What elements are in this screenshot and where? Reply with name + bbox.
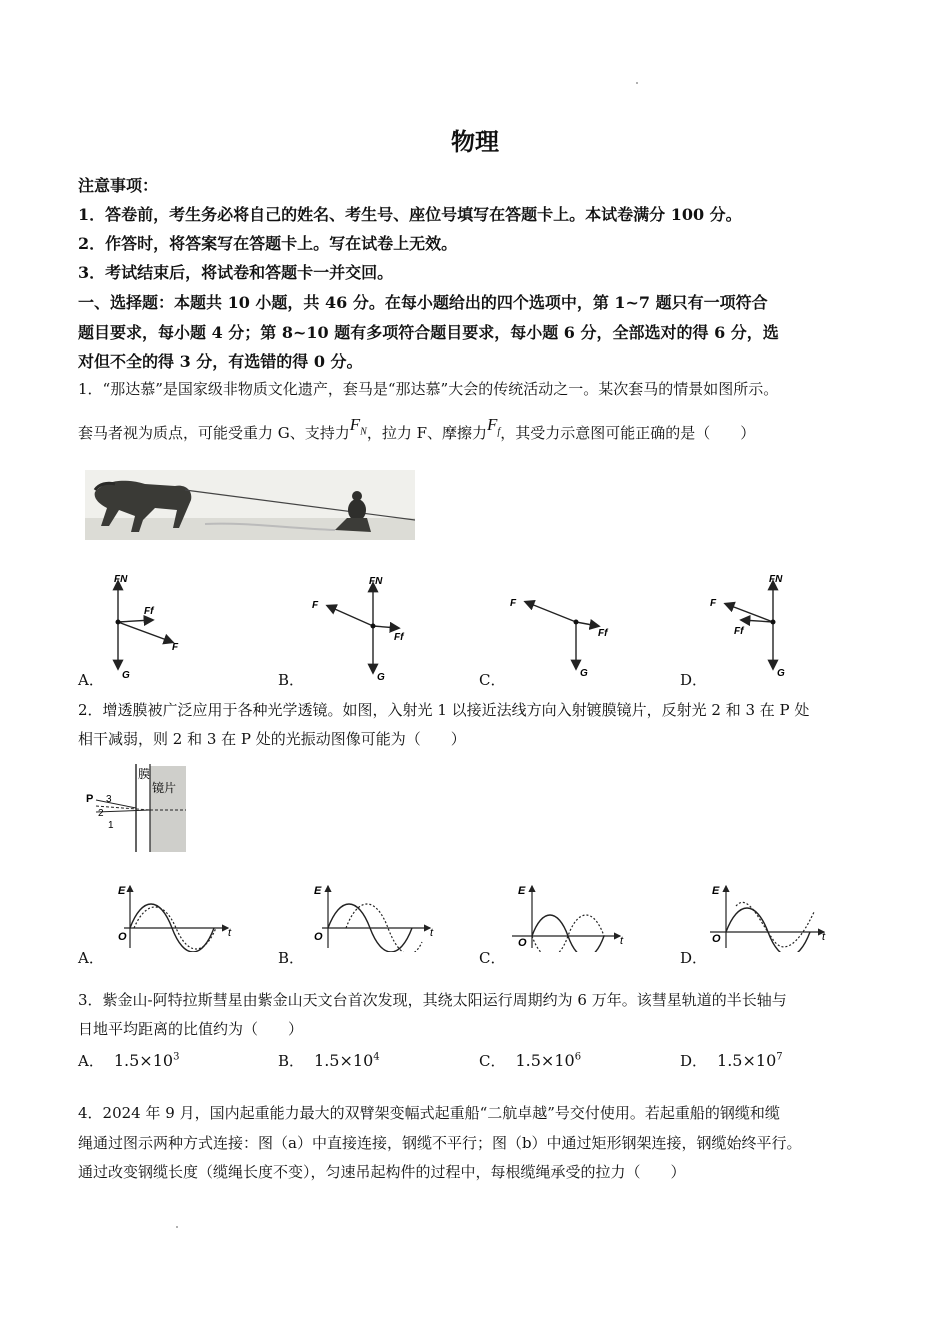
q2-option-d: D． (680, 949, 708, 967)
ray-2-label: 2 (98, 808, 104, 819)
coated-lens-figure (80, 762, 190, 854)
label-f-d: F (710, 598, 717, 609)
p-label: P (86, 793, 94, 805)
lens-label: 镜片 (152, 781, 177, 795)
q3-option-d-label: D． (680, 1052, 708, 1070)
axis-t-d: t (822, 931, 826, 943)
q3-option-c-label: C． (479, 1052, 506, 1070)
wave-graph-a (118, 885, 232, 952)
fn-symbol (349, 415, 367, 438)
label-f-b: F (312, 600, 319, 611)
axis-e-c: E (518, 885, 526, 897)
scan-dot (176, 1226, 178, 1228)
ray-1-label: 1 (108, 820, 114, 831)
q2-text-line-2: 相干减弱，则 2 和 3 在 P 处的光振动图像可能为（ ） (78, 730, 466, 748)
label-g-a: G (122, 670, 130, 681)
axis-e-d: E (712, 885, 720, 897)
axis-o-c: O (518, 937, 527, 949)
q3-text-line-2: 日地平均距离的比值约为（ ） (78, 1020, 304, 1038)
notice-heading: 注意事项： (78, 176, 159, 195)
axis-t-b: t (430, 927, 434, 939)
q3-option-b (278, 1050, 380, 1071)
q3-option-a-label: A． (78, 1052, 104, 1070)
q3-option-b-base: 1.5×10 (314, 1051, 374, 1070)
wave-graph-d (710, 885, 826, 952)
q3-option-d-exp: 7 (776, 1051, 783, 1063)
q1-text-part-c: ，其受力示意图可能正确的是（ ） (500, 424, 756, 442)
diagram-b (312, 576, 405, 683)
q3-option-a (78, 1050, 179, 1071)
section-heading-line-2: 题目要求，每小题 4 分；第 8~10 题有多项符合题目要求，每小题 6 分，全部选对的得 6 分，选 (78, 323, 779, 342)
wave-graph-c (512, 885, 624, 952)
label-g-c: G (580, 668, 588, 679)
q3-option-a-value (114, 1051, 180, 1070)
ray-3-label: 3 (106, 794, 112, 805)
film-label: 膜 (138, 767, 151, 781)
section-heading-line-1: 一、选择题：本题共 10 小题，共 46 分。在每小题给出的四个选项中，第 1~7 题只有一项符合 (78, 293, 768, 312)
label-fn-b: FN (369, 576, 383, 587)
horse-lasso-photo (85, 470, 415, 540)
q2-wave-graphs (100, 882, 840, 952)
q2-option-b: B． (278, 949, 305, 967)
label-ff-d: Ff (734, 626, 744, 637)
label-g-b: G (377, 672, 385, 683)
q1-option-d: D． (680, 671, 708, 689)
notice-item-2: 2．作答时，将答案写在答题卡上。写在试卷上无效。 (78, 234, 458, 253)
axis-o-a: O (118, 931, 127, 943)
q3-option-c-base: 1.5×10 (515, 1051, 575, 1070)
q3-option-b-exp: 4 (373, 1051, 380, 1063)
q3-text-line-1: 3．紫金山-阿特拉斯彗星由紫金山天文台首次发现，其绕太阳运行周期约为 6 万年。该彗星轨道的半长轴与 (78, 991, 787, 1009)
q3-option-d-value (717, 1051, 783, 1070)
label-f-a: F (172, 642, 179, 653)
fn-symbol-letter: F (349, 415, 361, 434)
q4-text-line-3: 通过改变钢缆长度（缆绳长度不变），匀速吊起构件的过程中，每根缆绳承受的拉力（ ） (78, 1163, 686, 1181)
ff-symbol (487, 415, 501, 438)
q1-option-a: A． (78, 671, 104, 689)
diagram-d (710, 574, 785, 679)
q3-option-d (680, 1050, 783, 1071)
axis-t-c: t (620, 935, 624, 947)
q1-option-c: C． (479, 671, 506, 689)
label-ff-a: Ff (144, 606, 154, 617)
section-heading-line-3: 对但不全的得 3 分，有选错的得 0 分。 (78, 352, 363, 371)
ff-symbol-sub: f (497, 426, 501, 438)
q1-option-b: B． (278, 671, 305, 689)
label-ff-c: Ff (598, 628, 608, 639)
q4-text-line-2: 绳通过图示两种方式连接：图（a）中直接连接，钢缆不平行；图（b）中通过矩形钢架连接，钢缆始终平行。 (78, 1134, 802, 1152)
fn-symbol-sub: N (360, 426, 367, 438)
q3-option-a-exp: 3 (173, 1051, 180, 1063)
q3-option-c-exp: 6 (574, 1051, 582, 1063)
label-ff-b: Ff (394, 632, 404, 643)
notice-item-1: 1．答卷前，考生务必将自己的姓名、考生号、座位号填写在答题卡上。本试卷满分 100 分。 (78, 205, 742, 224)
q1-text-line-1: 1．“那达慕”是国家级非物质文化遗产，套马是“那达慕”大会的传统活动之一。某次套马的情景如图所示。 (78, 380, 779, 398)
q3-option-b-value (314, 1051, 380, 1070)
label-g-d: G (777, 668, 785, 679)
q2-text-line-1: 2．增透膜被广泛应用于各种光学透镜。如图，入射光 1 以接近法线方向入射镀膜镜片，反射光 2 和 3 在 P 处 (78, 701, 810, 719)
q2-option-a: A． (78, 949, 104, 967)
axis-o-d: O (712, 933, 721, 945)
q3-option-c (479, 1050, 581, 1071)
q1-text-part-a: 套马者视为质点，可能受重力 G、支持力 (78, 424, 350, 442)
q4-text-line-1: 4．2024 年 9 月，国内起重能力最大的双臂架变幅式起重船“二航卓越”号交付使用。若起重船的钢缆和缆 (78, 1104, 780, 1122)
axis-o-b: O (314, 931, 323, 943)
q3-option-c-value (515, 1051, 581, 1070)
diagram-c (510, 598, 609, 679)
axis-e-a: E (118, 885, 126, 897)
q1-force-diagrams (80, 570, 900, 685)
q1-text-line-2 (78, 415, 756, 451)
axis-e-b: E (314, 885, 322, 897)
notice-item-3: 3．考试结束后，将试卷和答题卡一并交回。 (78, 263, 394, 282)
q3-option-a-base: 1.5×10 (113, 1051, 174, 1070)
q2-option-c: C． (479, 949, 506, 967)
diagram-a (114, 574, 179, 681)
label-f-c: F (510, 598, 517, 609)
q1-text-part-b: ，拉力 F、摩擦力 (366, 424, 488, 442)
ff-symbol-letter: F (487, 415, 498, 434)
q3-option-d-base: 1.5×10 (717, 1051, 777, 1070)
wave-graph-b (314, 885, 434, 952)
label-fn-d: FN (769, 574, 783, 585)
q3-option-b-label: B． (278, 1052, 305, 1070)
page-title: 物理 (451, 127, 499, 156)
scan-dot (636, 82, 638, 84)
axis-t-a: t (228, 927, 232, 939)
label-fn-a: FN (114, 574, 128, 585)
